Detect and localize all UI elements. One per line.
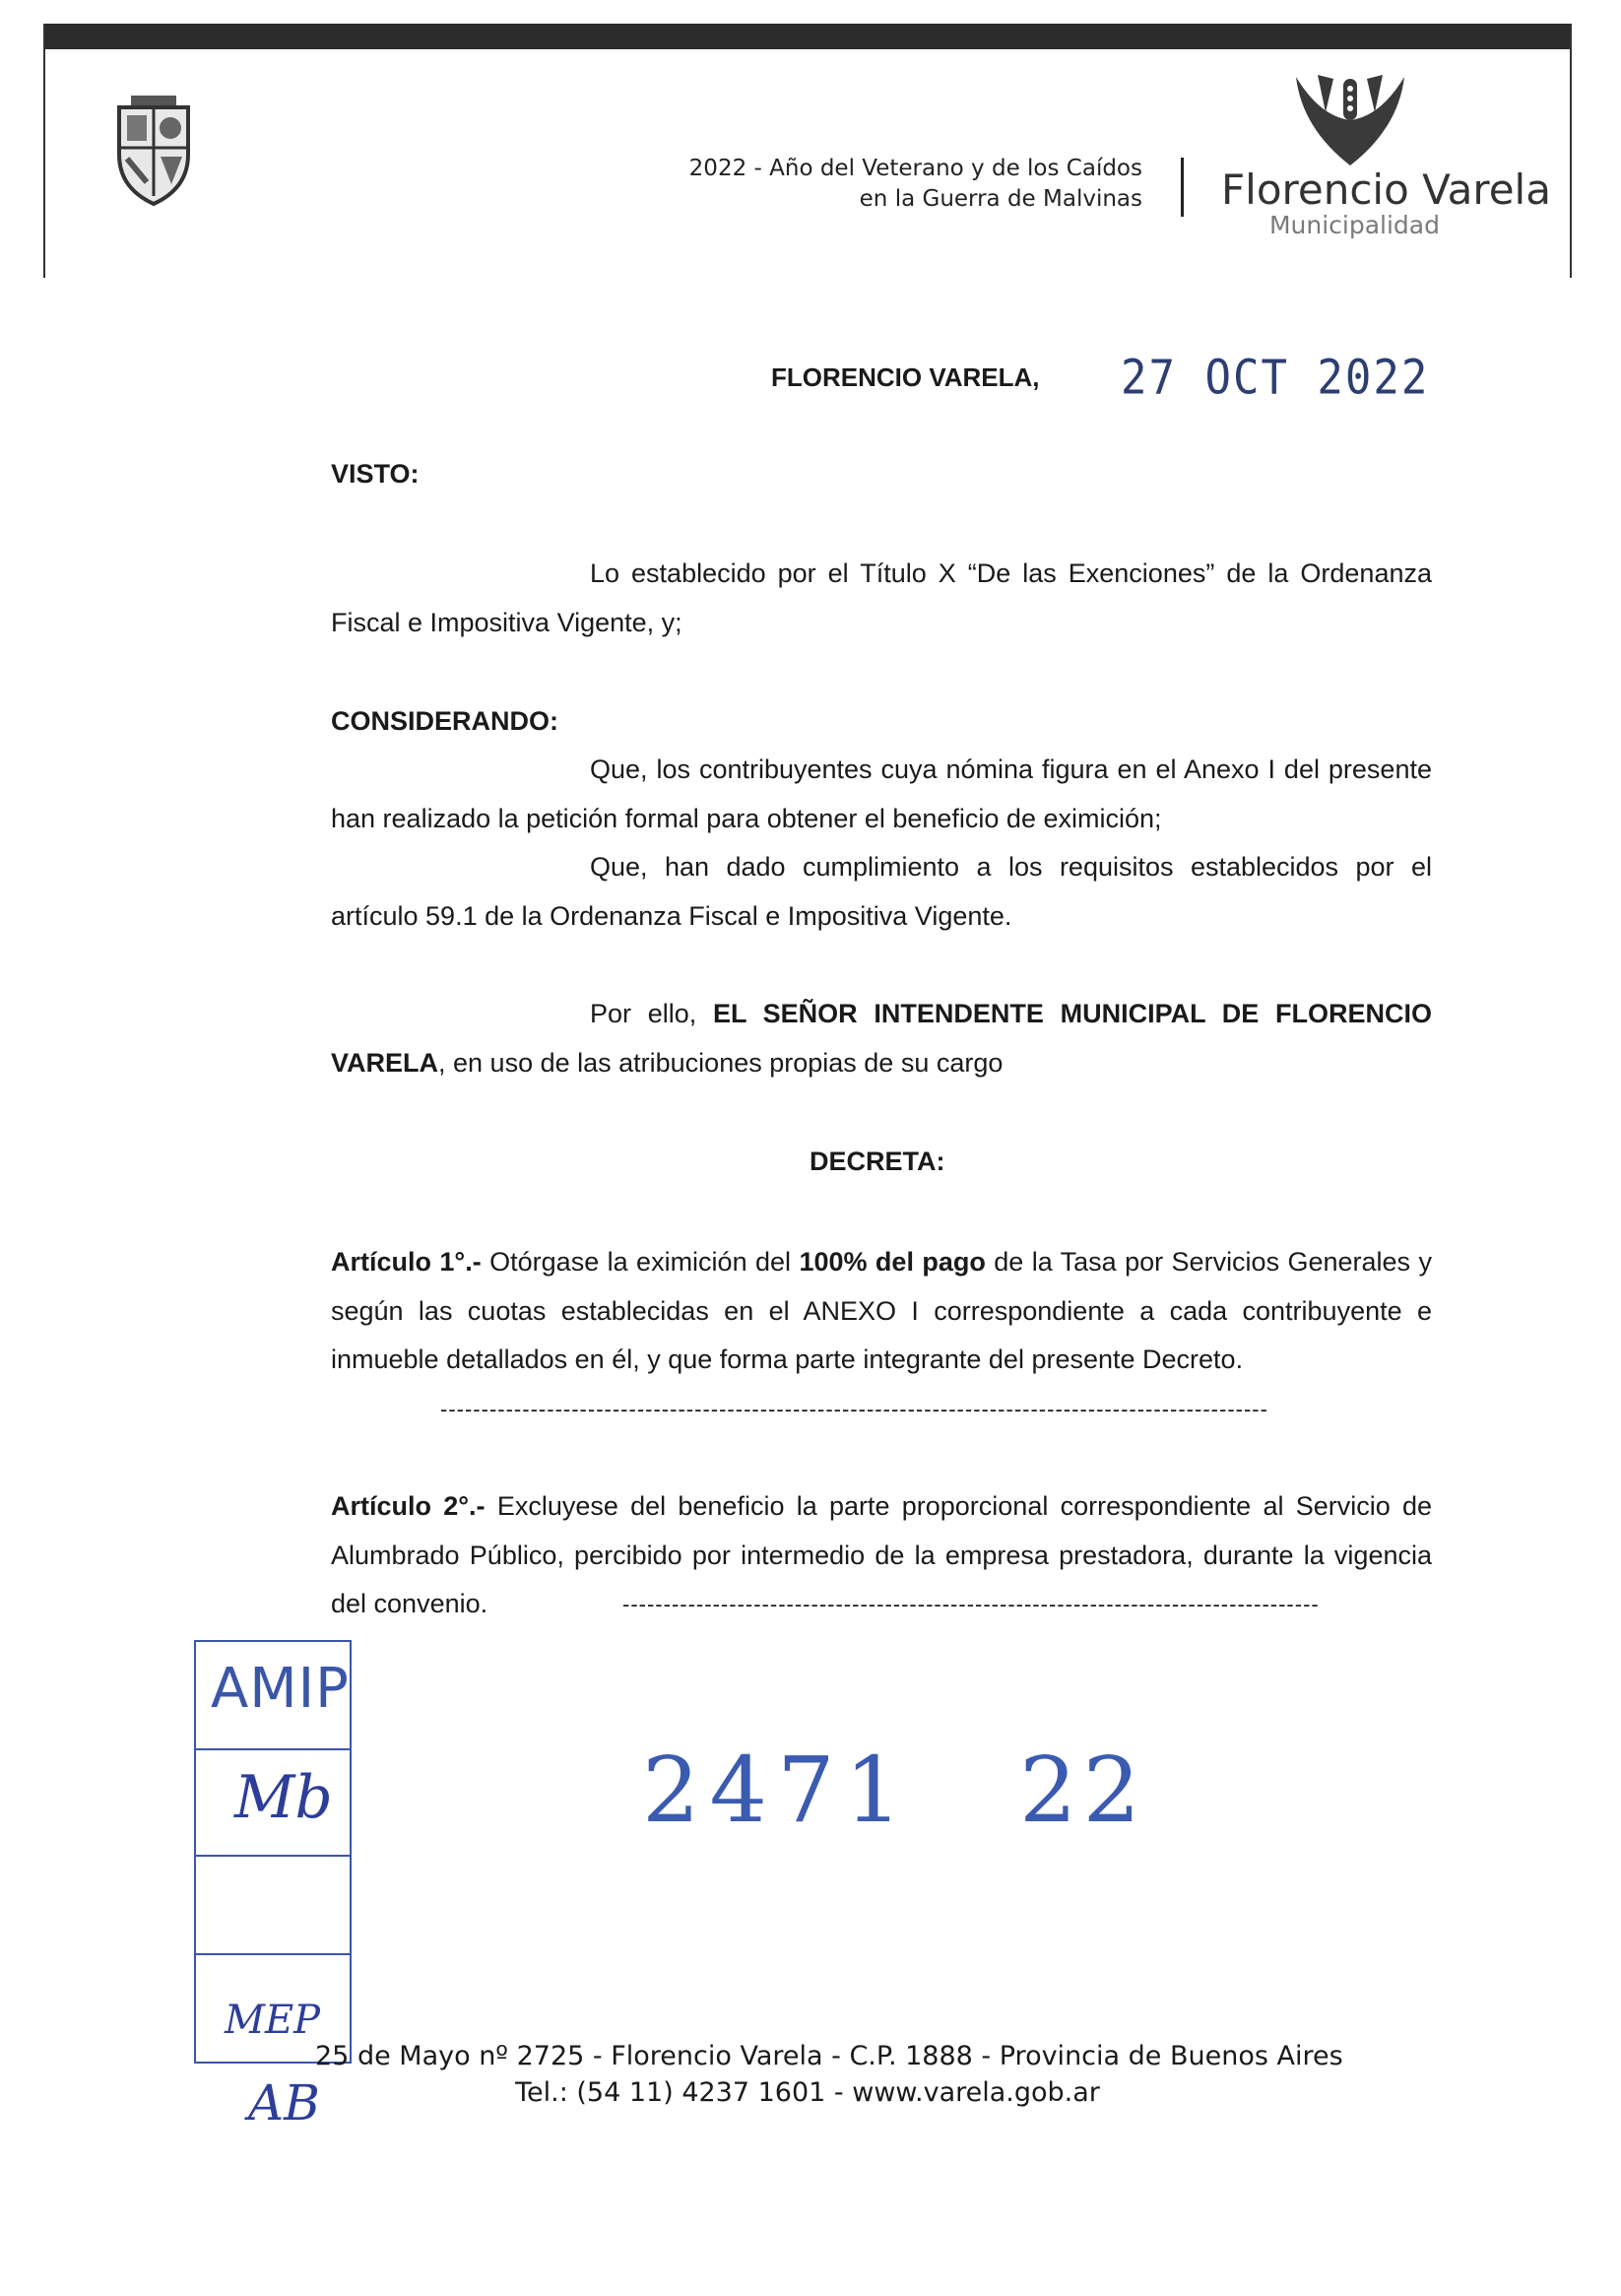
footer-contact: Tel.: (54 11) 4237 1601 - www.varela.gob.ar [515, 2077, 1100, 2108]
date-stamp: 27 OCT 2022 [1121, 350, 1430, 406]
coat-of-arms-icon [113, 94, 194, 207]
por-ello-authority: EL SEÑOR INTENDENTE MUNICIPAL DE FLORENCIO VARELA [331, 999, 1432, 1078]
article-2-dashes: ------------------------------------------------------------------------------------- [622, 1592, 1320, 1616]
header-right-rule [1570, 24, 1572, 278]
por-ello-pre: Por ello, [590, 999, 697, 1028]
dateline-place: FLORENCIO VARELA, [771, 362, 1040, 392]
brand-name: Florencio Varela [1221, 165, 1551, 214]
article-1-dashes: ----------------------------------------------------------------------------------------------------- [440, 1397, 1268, 1421]
stamp-cell-3 [196, 1855, 350, 1955]
considerando-paragraph-2: Que, han dado cumplimiento a los requisitos establecidos por el artículo 59.1 de la Ordenanza Fiscal e Impositiva Vigente. [331, 852, 1432, 931]
header-motto-line-2: en la Guerra de Malvinas [859, 186, 1142, 212]
visto-paragraph: Lo establecido por el Título X “De las Exenciones” de la Ordenanza Fiscal e Impositiva Vigente, y; [331, 558, 1432, 637]
municipality-logo-icon [1292, 69, 1408, 167]
header-divider [1181, 158, 1184, 217]
article-2-text: Excluyese del beneficio la parte proporcional correspondiente al Servicio de Alumbrado Público, percibido por intermedio de la empresa prestadora, durante la vigencia del convenio. [331, 1491, 1433, 1618]
stamp-initial-2: MEP [225, 1998, 321, 2043]
decree-year: 22 [1019, 1738, 1147, 1843]
article-1-text-b: de la Tasa por Servicios Generales y según las cuotas establecidas en el ANEXO I correspondiente a cada contribuyente e inmueble detallados en él, y que forma parte integrante del presente Decreto. [331, 1247, 1432, 1374]
header-bar [45, 24, 1572, 49]
article-1 [331, 1238, 1432, 1385]
stamp-label: AMIP [211, 1657, 350, 1721]
decreta-heading: DECRETA: [810, 1147, 945, 1176]
header-left-rule [43, 24, 45, 278]
footer-address: 25 de Mayo nº 2725 - Florencio Varela - C.P. 1888 - Provincia de Buenos Aires [315, 2041, 1343, 2071]
brand-subtitle: Municipalidad [1268, 211, 1440, 239]
considerando-heading: CONSIDERANDO: [331, 706, 559, 736]
article-1-bold: 100% del pago [799, 1247, 986, 1277]
por-ello-post: , en uso de las atribuciones propias de su cargo [438, 1047, 1004, 1078]
por-ello-paragraph [331, 990, 1432, 1087]
stamp-initial-1: Mb [234, 1763, 333, 1832]
stamp-initial-3: AB [248, 2074, 320, 2132]
article-1-text-a: Otórgase la eximición del [489, 1247, 792, 1277]
visto-heading: VISTO: [331, 459, 420, 489]
article-1-label: Artículo 1°.- [331, 1247, 482, 1277]
header-motto [551, 154, 1142, 215]
considerando-paragraph-1: Que, los contribuyentes cuya nómina figura en el Anexo I del presente han realizado la petición formal para obtener el beneficio de eximición; [331, 754, 1432, 833]
header-motto-line-1: 2022 - Año del Veterano y de los Caídos [688, 156, 1142, 181]
article-2-label: Artículo 2°.- [331, 1491, 486, 1521]
decree-number: 2471 [642, 1738, 913, 1843]
